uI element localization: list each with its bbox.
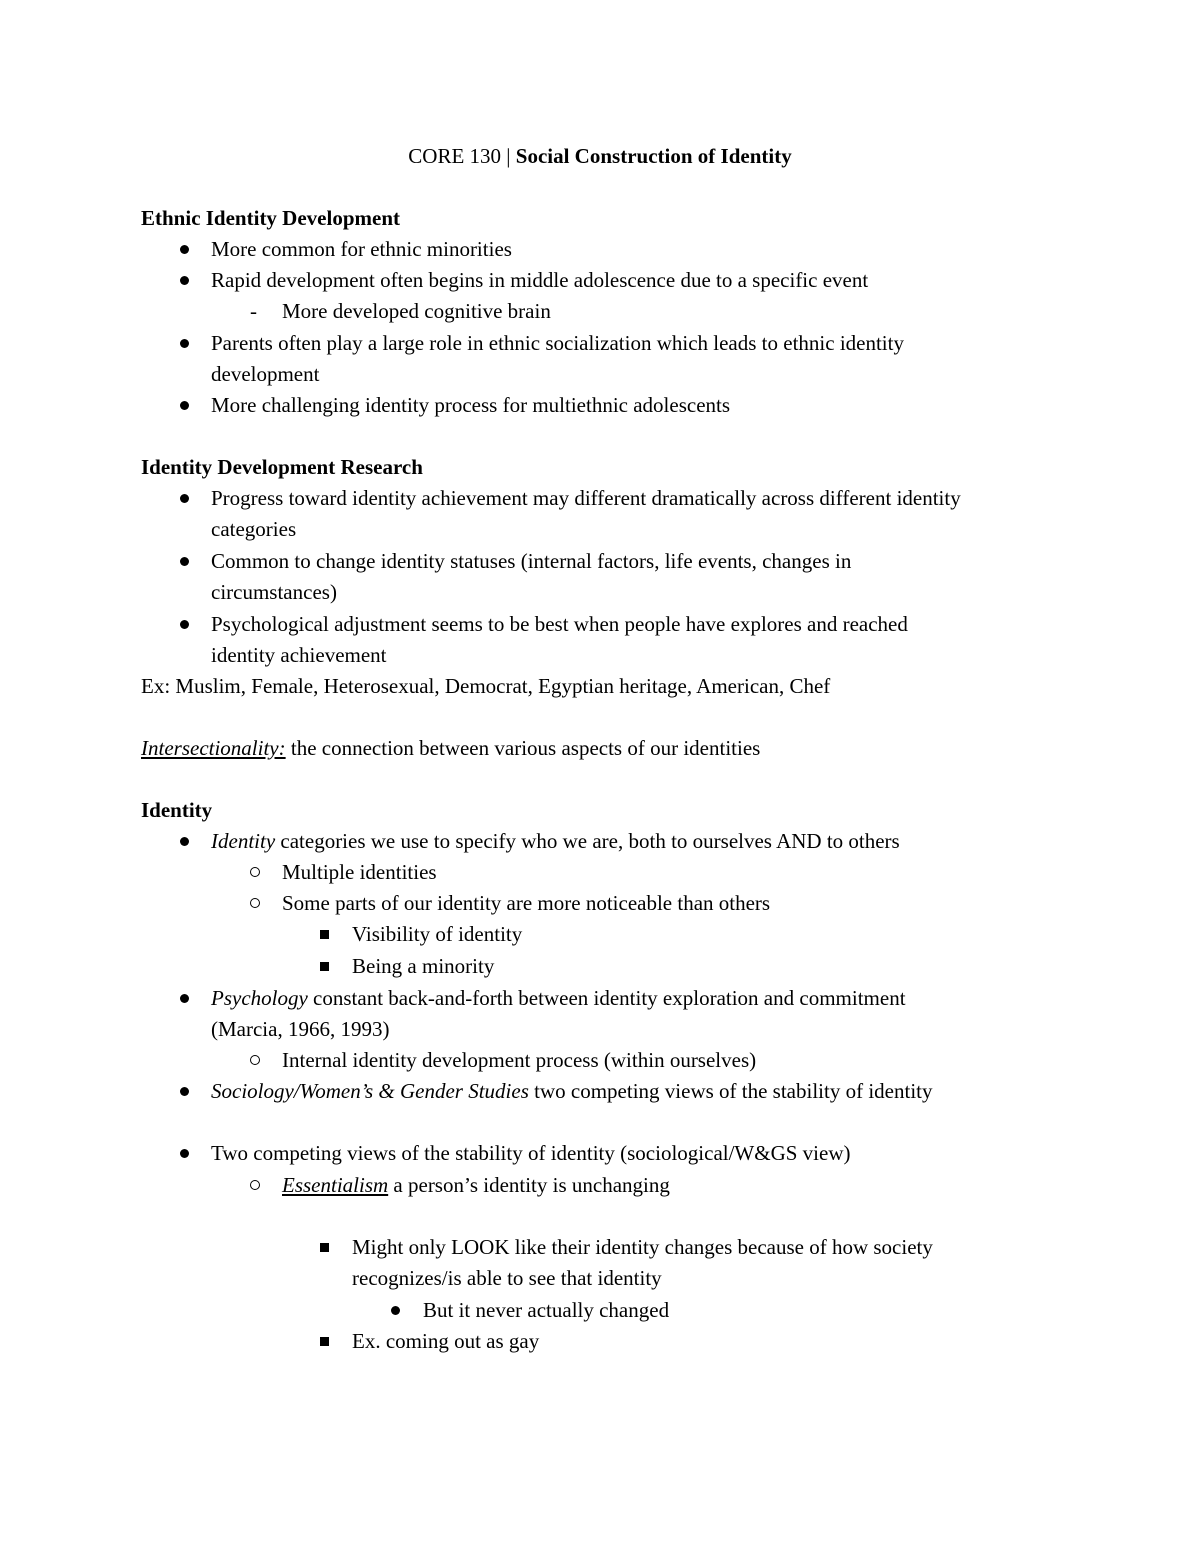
page-title [0,142,1200,170]
bullet-disc-icon [180,1149,189,1158]
term-intersectionality: Intersectionality: [141,736,286,760]
list-item: Psychological adjustment seems to be best when people have explores and reached [211,612,908,636]
bullet-disc-icon [180,401,189,410]
bullet-dash-icon: - [250,299,257,323]
heading-identity-research: Identity Development Research [141,455,423,479]
list-item-text: two competing views of the stability of identity [528,1079,933,1103]
definition-intersectionality [141,734,760,762]
list-item-continuation: development [211,362,320,386]
list-item: Progress toward identity achievement may different dramatically across different identity [211,486,961,510]
bullet-disc-icon [180,494,189,503]
bullet-disc-icon [180,339,189,348]
bullet-disc-icon [180,245,189,254]
list-item [282,1171,670,1199]
bullet-disc-icon [180,1087,189,1096]
bullet-square-icon [320,962,329,971]
list-item: Visibility of identity [352,922,523,946]
list-item: But it never actually changed [423,1298,670,1322]
bullet-circle-icon [250,867,260,877]
list-item-continuation: identity achievement [211,643,387,667]
course-topic: Social Construction of Identity [515,144,792,168]
bullet-disc-icon [180,994,189,1003]
list-item [211,827,900,855]
term-essentialism: Essentialism [282,1173,389,1197]
bullet-disc-icon [180,620,189,629]
bullet-disc-icon [180,837,189,846]
bullet-circle-icon [250,1055,260,1065]
list-item-text: a person’s identity is unchanging [388,1173,670,1197]
bullet-circle-icon [250,898,260,908]
list-item: Internal identity development process (within ourselves) [282,1048,757,1072]
term-identity: Identity [211,829,276,853]
list-item: Two competing views of the stability of identity (sociological/W&GS view) [211,1141,851,1165]
course-code: CORE 130 | [408,144,516,168]
list-item: More developed cognitive brain [282,299,551,323]
list-item: More challenging identity process for multiethnic adolescents [211,393,731,417]
list-item: Some parts of our identity are more noticeable than others [282,891,771,915]
list-item-continuation: categories [211,517,297,541]
bullet-disc-icon [180,557,189,566]
term-psychology: Psychology [211,986,308,1010]
list-item-continuation: recognizes/is able to see that identity [352,1266,662,1290]
list-item: Might only LOOK like their identity changes because of how society [352,1235,933,1259]
list-item: Being a minority [352,954,495,978]
bullet-disc-icon [391,1306,400,1315]
list-item-continuation: (Marcia, 1966, 1993) [211,1017,390,1041]
list-item [211,984,906,1012]
list-item-text: constant back-and-forth between identity exploration and commitment [307,986,906,1010]
bullet-square-icon [320,1243,329,1252]
list-item: Ex. coming out as gay [352,1329,540,1353]
term-sociology-wgs: Sociology/Women’s & Gender Studies [211,1079,529,1103]
list-item: Parents often play a large role in ethnic socialization which leads to ethnic identity [211,331,904,355]
definition-text: the connection between various aspects of our identities [285,736,761,760]
heading-identity: Identity [141,798,213,822]
list-item-continuation: circumstances) [211,580,337,604]
bullet-circle-icon [250,1180,260,1190]
bullet-disc-icon [180,276,189,285]
heading-ethnic-identity: Ethnic Identity Development [141,206,400,230]
example-line: Ex: Muslim, Female, Heterosexual, Democrat, Egyptian heritage, American, Chef [141,674,831,698]
bullet-square-icon [320,930,329,939]
list-item [211,1077,933,1105]
list-item: Rapid development often begins in middle adolescence due to a specific event [211,268,869,292]
list-item: Multiple identities [282,860,437,884]
list-item: Common to change identity statuses (internal factors, life events, changes in [211,549,852,573]
list-item: More common for ethnic minorities [211,237,512,261]
bullet-square-icon [320,1337,329,1346]
list-item-text: categories we use to specify who we are, both to ourselves AND to others [275,829,900,853]
